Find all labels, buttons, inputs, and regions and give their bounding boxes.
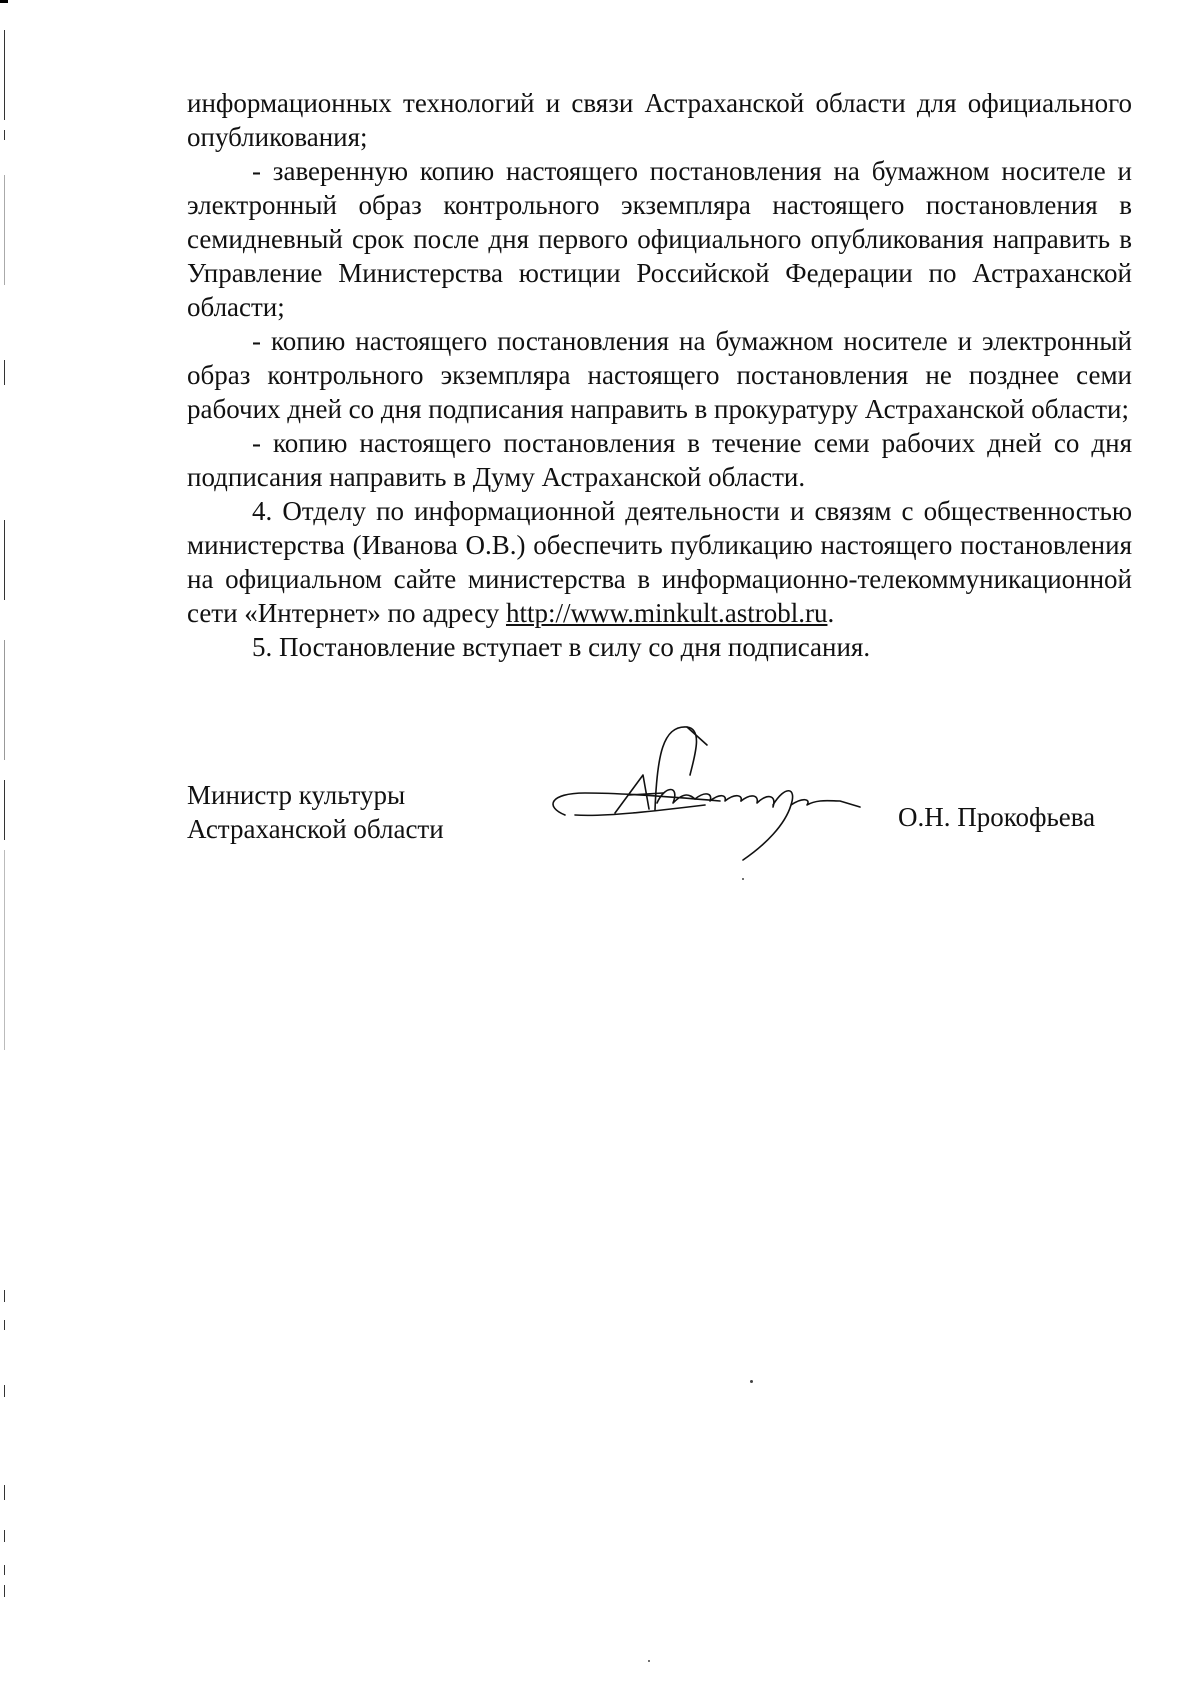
scan-line — [4, 175, 5, 285]
paragraph-copy-prosecutor: - копию настоящего постановления на бумажном носителе и электронный образ контрольного экземпляра настоящего постановления не позднее семи рабочих дней со дня подписания направить в прокуратуру Астраханской области; — [187, 326, 1132, 424]
scan-line — [4, 1530, 5, 1542]
scan-line — [4, 30, 5, 120]
scan-line — [4, 1585, 5, 1597]
signatory-position — [187, 778, 444, 846]
paragraph-item-4-text: 4. Отделу по информационной деятельности и связям с общественностью министерства (Иванова О.В.) обеспечить публикацию настоящего постановления на официальном сайте министерства в информационно-телекоммуникационной сети «Интернет» по адресу — [187, 496, 1132, 628]
scan-edge-marks — [0, 0, 14, 1695]
paragraph-copy-duma: - копию настоящего постановления в течение семи рабочих дней со дня подписания направить в Думу Астраханской области. — [187, 428, 1132, 492]
scan-line — [4, 1385, 5, 1397]
signatory-position-line2: Астраханской области — [187, 814, 444, 844]
scan-speck — [750, 1380, 753, 1383]
scan-speck — [648, 1660, 650, 1662]
paragraph-item-4-end: . — [827, 598, 835, 628]
paragraph-certified-copy-justice: - заверенную копию настоящего постановления на бумажном носителе и электронный образ контрольного экземпляра настоящего постановления в семидневный срок после дня первого официального опубликования направить в Управление Министерства юстиции Российской Федерации по Астраханской области; — [187, 156, 1132, 322]
paragraph-item-5-effective: 5. Постановление вступает в силу со дня подписания. — [252, 632, 871, 662]
scan-line — [4, 640, 5, 760]
scan-line — [4, 1485, 5, 1500]
document-body — [187, 86, 1132, 664]
paragraph-continuation: информационных технологий и связи Астраханской области для официального опубликования; — [187, 88, 1132, 152]
scan-line — [4, 360, 5, 385]
scan-line — [4, 1290, 5, 1302]
signatory-position-line1: Министр культуры — [187, 780, 406, 810]
scan-corner-mark — [0, 0, 8, 3]
signatory-name: О.Н. Прокофьева — [898, 802, 1096, 832]
scan-line — [4, 1565, 5, 1575]
handwritten-signature — [545, 715, 885, 865]
scan-line — [4, 780, 5, 840]
scan-line — [4, 1320, 5, 1330]
ministry-website-link[interactable]: http://www.minkult.astrobl.ru — [505, 598, 828, 628]
scan-speck — [742, 878, 744, 880]
scan-line — [4, 520, 5, 600]
scan-line — [4, 850, 5, 1050]
paragraph-item-4-publication — [187, 494, 1132, 630]
scan-line — [4, 130, 5, 140]
